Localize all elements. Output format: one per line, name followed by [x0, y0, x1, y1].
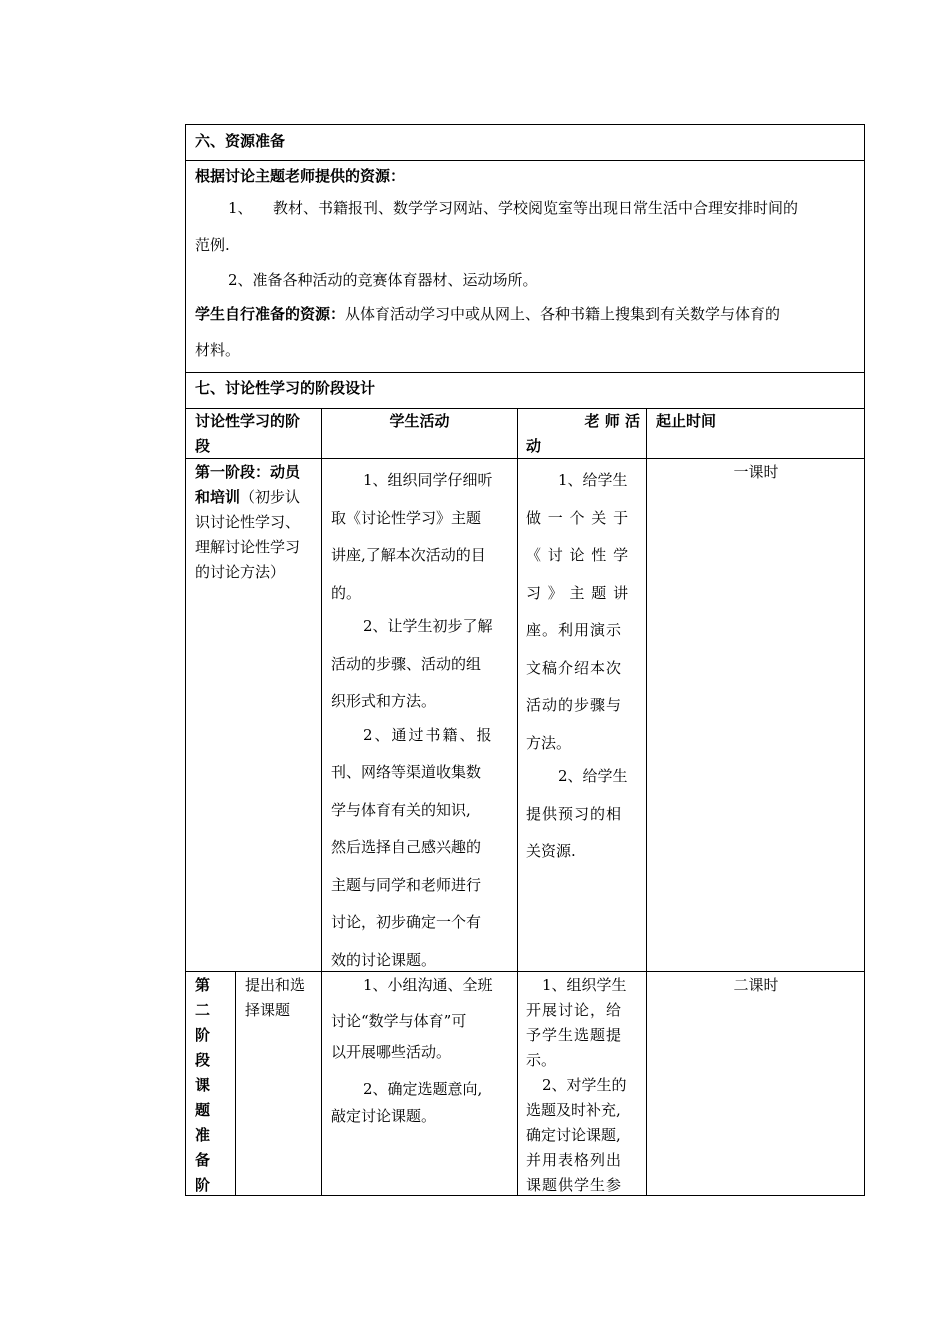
stage-line	[195, 485, 319, 510]
student-line: 2、让学生初步了解	[363, 617, 493, 635]
student-line: 讲座,了解本次活动的目	[331, 546, 486, 564]
header-time: 起止时间	[656, 412, 717, 430]
stage-line: 识讨论性学习、	[195, 513, 301, 531]
teacher-line: 示。	[526, 1051, 557, 1069]
header-teacher-line: 动	[526, 437, 542, 455]
student-line: 取《讨论性学习》主题	[331, 508, 482, 527]
stage-char: 题	[195, 1101, 211, 1119]
student-line: 学与体育有关的知识,	[331, 800, 471, 819]
teacher-resources-heading: 根据讨论主题老师提供的资源：	[195, 167, 406, 185]
row1-stage	[195, 460, 319, 585]
student-line: 2、通过书籍、报	[363, 725, 494, 744]
resource-item1-number: 1、	[228, 199, 253, 217]
student-line: 2、确定选题意向,	[363, 1080, 483, 1098]
teacher-line: 提供预习的相	[526, 804, 623, 823]
student-line: 织形式和方法。	[331, 692, 437, 710]
teacher-line: 习 》 主 题 讲	[526, 583, 630, 602]
teacher-line: 2、给学生	[558, 767, 628, 785]
student-resources-line	[195, 303, 780, 325]
teacher-line: 《 讨 论 性 学	[526, 546, 630, 564]
stage-char: 阶	[195, 1026, 211, 1044]
row1-teacher-activity	[526, 462, 642, 871]
teacher-line: 选题及时补充,	[526, 1101, 621, 1119]
section7-title: 七、讨论性学习的阶段设计	[195, 379, 376, 397]
section7-title-row	[185, 372, 865, 409]
section6-content	[185, 160, 865, 373]
student-line: 以开展哪些活动。	[331, 1043, 452, 1061]
student-line: 的。	[331, 583, 362, 602]
stage-line: 第一阶段：动员	[195, 463, 301, 481]
teacher-line: 予学生选题提	[526, 1026, 623, 1044]
section6-title-row	[185, 124, 865, 161]
resource-item1-continued: 范例.	[195, 236, 230, 254]
student-line: 敲定讨论课题。	[331, 1107, 437, 1125]
resource-item2: 2、准备各种活动的竞赛体育器材、运动场所。	[228, 271, 538, 289]
stage-char: 二	[195, 1001, 211, 1019]
row1-time: 一课时	[733, 463, 779, 481]
row2-time: 二课时	[733, 976, 779, 994]
header-stage-line: 讨论性学习的阶	[195, 412, 301, 430]
teacher-line: 方法。	[526, 733, 572, 752]
row2-stage-vertical	[195, 973, 233, 1198]
student-line: 活动的步骤、活动的组	[331, 654, 482, 673]
teacher-line: 课题供学生参	[526, 1176, 623, 1194]
column-divider	[646, 409, 647, 1196]
student-line: 讨论，初步确定一个有	[331, 913, 482, 931]
row2-substage	[245, 973, 319, 1023]
stage-char: 第	[195, 976, 211, 994]
resource-item1-text: 教材、书籍报刊、数学学习网站、学校阅览室等出现日常生活中合理安排时间的	[273, 199, 799, 217]
teacher-line: 关资源.	[526, 842, 576, 860]
column-divider	[235, 972, 236, 1196]
teacher-line: 文稿介绍本次	[526, 658, 623, 677]
substage-line: 提出和选	[245, 976, 306, 994]
student-line: 1、组织同学仔细听	[363, 471, 493, 489]
stage-bold: 和培训	[195, 488, 241, 506]
stage-char: 课	[195, 1076, 211, 1094]
stage-char: 准	[195, 1126, 211, 1144]
row1-student-activity	[331, 462, 511, 979]
column-divider	[321, 409, 322, 1196]
student-line: 刊、网络等渠道收集数	[331, 763, 482, 781]
header-teacher-activity	[526, 409, 640, 459]
section6-title: 六、资源准备	[195, 132, 286, 150]
teacher-line: 做 一 个 关 于	[526, 508, 630, 527]
student-line: 然后选择自己感兴趣的	[331, 838, 482, 856]
student-line: 讨论“数学与体育”可	[331, 1012, 467, 1030]
header-stage	[195, 409, 317, 459]
column-divider	[517, 409, 518, 1196]
student-line: 效的讨论课题。	[331, 950, 437, 969]
stage-text: （初步认	[240, 488, 301, 506]
teacher-line: 确定讨论课题,	[526, 1126, 621, 1144]
stage-char: 备	[195, 1151, 211, 1169]
stage-table	[185, 408, 865, 1196]
row2-teacher-activity	[526, 973, 642, 1198]
teacher-line: 1、给学生	[558, 471, 628, 489]
header-teacher-line: 老 师 活	[584, 412, 640, 430]
substage-line: 择课题	[245, 1001, 291, 1019]
teacher-line: 1、组织学生	[542, 976, 627, 994]
header-student-activity: 学生活动	[389, 412, 450, 430]
student-line: 1、小组沟通、全班	[363, 976, 493, 994]
teacher-line: 开展讨论，给	[526, 1001, 623, 1019]
student-resources-continued: 材料。	[195, 341, 241, 359]
teacher-line: 2、对学生的	[542, 1076, 627, 1094]
row-divider	[186, 971, 865, 972]
student-resources-text: 从体育活动学习中或从网上、各种书籍上搜集到有关数学与体育的	[345, 305, 781, 323]
stage-line: 理解讨论性学习	[195, 538, 301, 556]
teacher-line: 活动的步骤与	[526, 696, 623, 714]
row2-student-activity	[331, 975, 511, 1124]
header-stage-line: 段	[195, 437, 211, 455]
teacher-line: 并用表格列出	[526, 1151, 623, 1169]
student-resources-heading: 学生自行准备的资源：	[195, 305, 346, 323]
stage-char: 阶	[195, 1176, 211, 1194]
stage-char: 段	[195, 1051, 211, 1069]
student-line: 主题与同学和老师进行	[331, 875, 482, 894]
stage-line: 的讨论方法）	[195, 563, 286, 581]
teacher-line: 座。利用演示	[526, 621, 623, 639]
